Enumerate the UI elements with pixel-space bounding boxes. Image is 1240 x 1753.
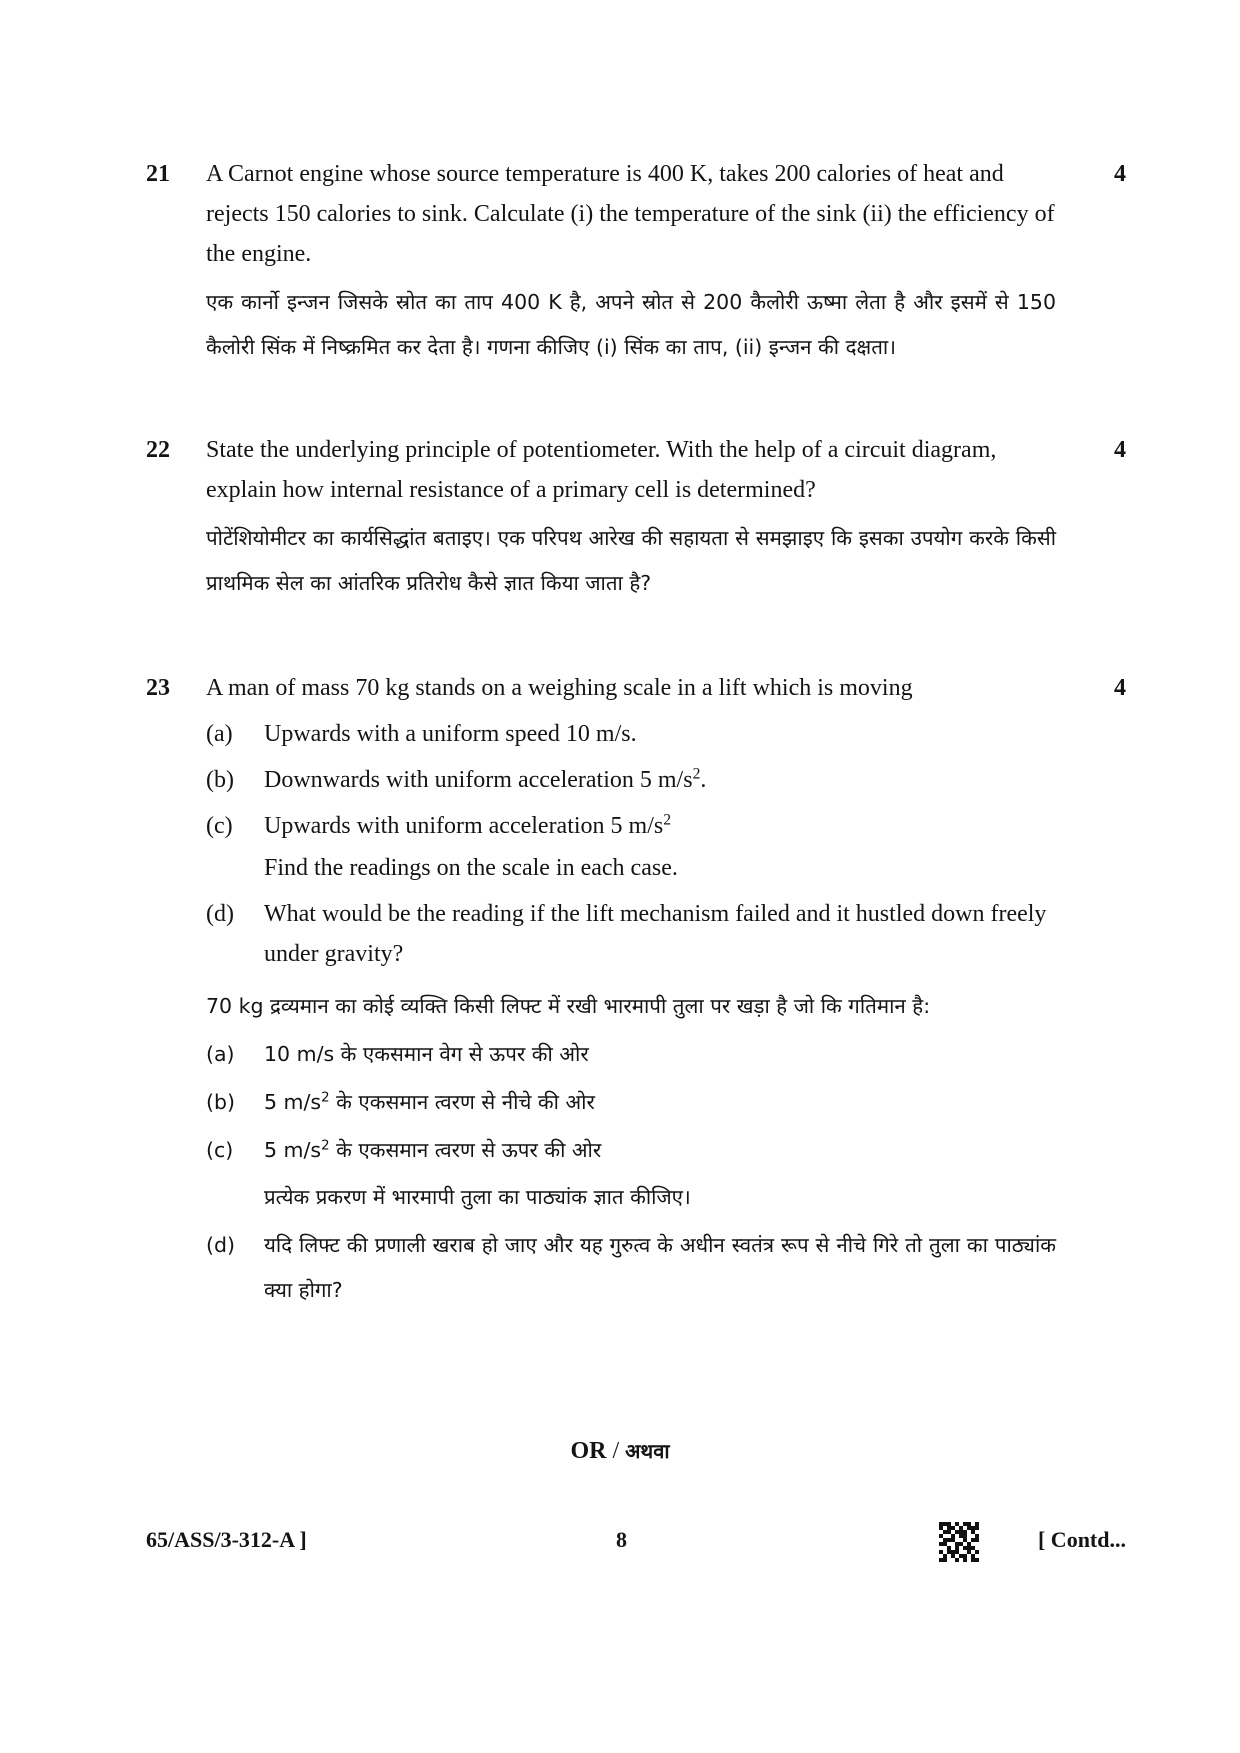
or-divider xyxy=(0,1437,1240,1465)
page-number: 8 xyxy=(616,1527,627,1552)
hindi-part-a xyxy=(206,1032,1056,1077)
question-22 xyxy=(146,430,1126,606)
part-label: (c) xyxy=(206,1138,234,1162)
part-label: (a) xyxy=(206,721,233,747)
question-text-hindi: पोटेंशियोमीटर का कार्यसिद्धांत बताइए। एक परिपथ आरेख की सहायता से समझाइए कि इसका उपयोग करके किसी प्राथमिक सेल का आंतरिक प्रतिरोध कैसे ज्ञात किया जाता है? xyxy=(206,526,1056,595)
english-part-c xyxy=(206,806,1056,846)
question-marks: 4 xyxy=(1114,437,1126,463)
question-21 xyxy=(146,154,1126,370)
part-text-unit: 5 m/s xyxy=(264,1138,322,1162)
continued-label: [ Contd... xyxy=(1037,1527,1126,1552)
superscript: 2 xyxy=(321,1138,330,1154)
part-label: (d) xyxy=(206,901,234,927)
superscript: 2 xyxy=(663,811,672,829)
part-label: (a) xyxy=(206,1042,235,1066)
english-find-instruction: Find the readings on the scale in each case. xyxy=(264,855,678,881)
hindi-part-d xyxy=(206,1223,1056,1313)
question-23 xyxy=(146,668,1126,1313)
qr-code-icon xyxy=(939,1522,979,1562)
question-text-english: A man of mass 70 kg stands on a weighing scale in a lift which is moving xyxy=(206,675,913,701)
hindi-find-instruction: प्रत्येक प्रकरण में भारमापी तुला का पाठ्यांक ज्ञात कीजिए। xyxy=(264,1185,691,1209)
part-text-unit: 5 m/s xyxy=(264,1090,322,1114)
part-text: Upwards with a uniform speed 10 m/s. xyxy=(264,721,637,747)
hindi-part-b xyxy=(206,1080,1056,1125)
question-marks: 4 xyxy=(1114,161,1126,187)
part-label: (c) xyxy=(206,813,233,839)
part-label: (b) xyxy=(206,767,234,793)
part-text xyxy=(264,1128,1056,1173)
part-text-main: Downwards with uniform acceleration 5 m/s xyxy=(264,767,693,793)
or-separator: / xyxy=(612,1438,620,1464)
part-text-main: के एकसमान त्वरण से नीचे की ओर xyxy=(329,1090,595,1114)
question-body xyxy=(206,668,1056,1313)
superscript: 2 xyxy=(321,1090,330,1106)
superscript: 2 xyxy=(692,765,701,783)
question-number: 21 xyxy=(146,161,170,187)
or-english: OR xyxy=(570,1438,607,1464)
question-text-hindi: 70 kg द्रव्यमान का कोई व्यक्ति किसी लिफ्ट में रखी भारमापी तुला पर खड़ा है जो कि गतिमान है: xyxy=(206,994,931,1018)
question-number: 23 xyxy=(146,675,170,701)
question-marks: 4 xyxy=(1114,675,1126,701)
english-part-b xyxy=(206,760,1056,800)
question-text-hindi: एक कार्नो इन्जन जिसके स्रोत का ताप 400 K है, अपने स्रोत से 200 कैलोरी ऊष्मा लेता है और इसमें से 150 कैलोरी सिंक में निष्क्रमित कर देता है। गणना कीजिए (i) सिंक का ताप, (ii) इन्जन की दक्षता। xyxy=(206,290,1056,359)
part-text: What would be the reading if the lift mechanism failed and it hustled down freely under gravity? xyxy=(264,901,1047,967)
question-body xyxy=(206,154,1056,370)
hindi-part-c xyxy=(206,1128,1056,1173)
question-text-english: A Carnot engine whose source temperature is 400 K, takes 200 calories of heat and rejects 150 calories to sink. Calculate (i) the temperature of the sink (ii) the efficiency of the engine. xyxy=(206,161,1055,267)
part-text: यदि लिफ्ट की प्रणाली खराब हो जाए और यह गुरुत्व के अधीन स्वतंत्र रूप से नीचे गिरे तो तुला का पाठ्यांक क्या होगा? xyxy=(264,1233,1056,1302)
part-text-end: . xyxy=(700,767,707,793)
part-text xyxy=(264,1080,1056,1125)
part-text: 10 m/s के एकसमान वेग से ऊपर की ओर xyxy=(264,1042,589,1066)
question-number: 22 xyxy=(146,437,170,463)
question-text-english: State the underlying principle of potentiometer. With the help of a circuit diagram, explain how internal resistance of a primary cell is determined? xyxy=(206,437,997,503)
part-text-main: के एकसमान त्वरण से ऊपर की ओर xyxy=(329,1138,602,1162)
question-body xyxy=(206,430,1056,606)
part-text-main: Upwards with uniform acceleration 5 m/s xyxy=(264,813,664,839)
part-text xyxy=(264,806,1056,846)
english-part-a xyxy=(206,714,1056,754)
or-hindi: अथवा xyxy=(625,1439,670,1463)
paper-code: 65/ASS/3-312-A ] xyxy=(146,1527,307,1552)
page-footer xyxy=(146,1520,1126,1560)
part-label: (d) xyxy=(206,1233,236,1257)
english-part-d xyxy=(206,894,1056,974)
part-label: (b) xyxy=(206,1090,236,1114)
part-text xyxy=(264,760,1056,800)
